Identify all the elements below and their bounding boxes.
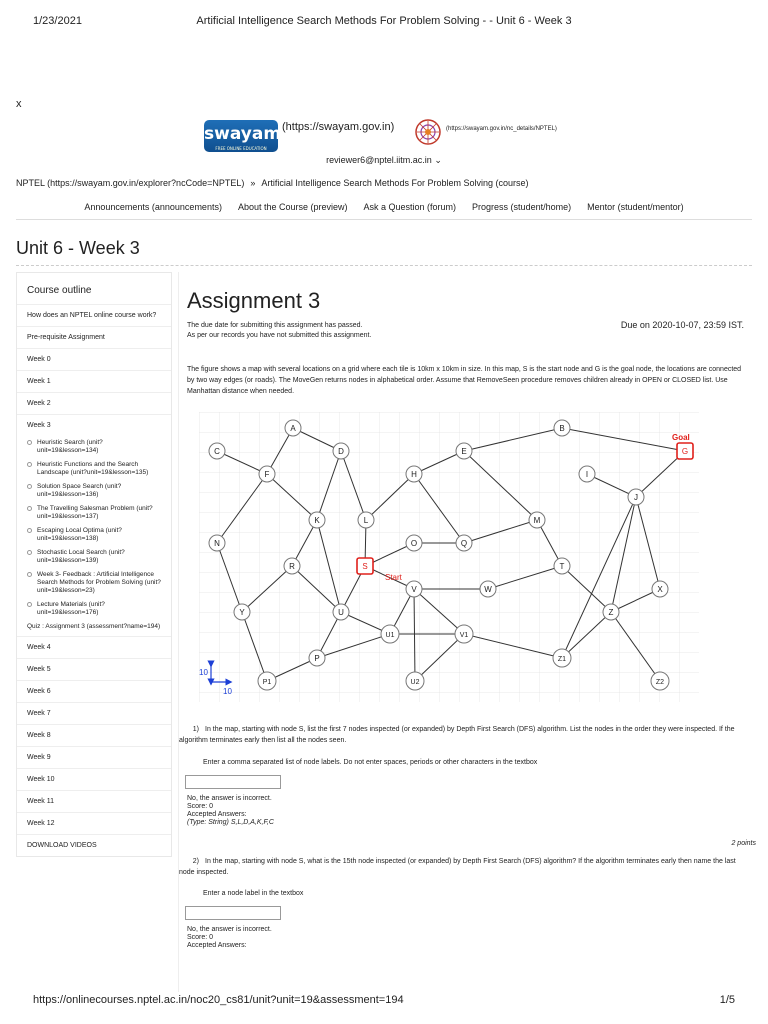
sidebar-item-week2[interactable]: Week 2 [17,393,171,415]
sidebar-subitem[interactable] [17,436,171,458]
map-node-label: B [559,424,565,433]
map-node-i [579,466,595,482]
map-node-j [628,489,644,505]
map-node-v [406,581,422,597]
map-node-f [259,466,275,482]
map-node-z1 [553,649,571,667]
map-node-label: G [681,447,689,456]
question-2-feedback [187,926,272,950]
course-outline-title: Course outline [17,273,171,305]
sidebar-subitem-label: Stochastic Local Search (unit?unit=19&lesson=139) [37,549,125,564]
map-node-label: C [214,447,220,456]
sidebar-item-how-it-works[interactable]: How does an NPTEL online course work? [17,305,171,327]
map-node-x [652,581,668,597]
sidebar-item-week7[interactable]: Week 7 [17,703,171,725]
map-node-u2 [406,672,424,690]
sidebar-subitem-label: The Travelling Salesman Problem (unit?unit=19&lesson=137) [37,505,153,520]
question-1-instruction: Enter a comma separated list of node labels. Do not enter spaces, periods or other characters in the textbox [203,759,538,766]
breadcrumb-separator: » [250,178,256,188]
assignment-description: The figure shows a map with several locations on a grid where each tile is 10km x 10km in size. In this map, S is the start node and G is the goal node, the locations are connected by two way edges (or roads). The MoveGen returns nodes in alphabetical order. Assume that RemoveSeen procedure removes children already in OPEN or CLOSED list. Use Manhattan distance when needed. [187,366,742,395]
start-label: Start [385,573,402,582]
due-passed-text: The due date for submitting this assignment has passed. [187,322,363,329]
bullet-icon [27,602,32,607]
sidebar-subitem[interactable] [17,502,171,524]
sidebar-subitem[interactable] [17,546,171,568]
result-text: No, the answer is incorrect. [187,926,272,933]
accepted-label: Accepted Answers: [187,942,247,949]
question-2 [179,856,753,878]
page-title: Unit 6 - Week 3 [16,238,140,258]
swayam-logo[interactable] [204,120,282,152]
map-node-label: J [634,493,638,502]
map-node-label: Z1 [557,656,567,663]
question-text: In the map, starting with node S, what is the 15th node inspected (or expanded) by Depth First Search (DFS) algorithm? If the algorithm terminates early then name the last node inspected. [179,858,736,876]
map-node-k [309,512,325,528]
map-node-label: H [411,470,417,479]
bullet-icon [27,440,32,445]
tab-progress[interactable]: Progress (student/home) [472,201,572,212]
tab-mentor[interactable]: Mentor (student/mentor) [587,201,684,212]
breadcrumb [16,178,529,188]
sidebar-item-download-videos[interactable]: DOWNLOAD VIDEOS [27,842,97,849]
print-doc-title: Artificial Intelligence Search Methods For Problem Solving - - Unit 6 - Week 3 [196,15,572,27]
grid-map-figure [199,412,699,702]
map-node-label: U2 [410,679,420,686]
question-2-instruction: Enter a node label in the textbox [203,890,304,897]
map-node-label: X [657,585,663,594]
sidebar-subitem-label: Escaping Local Optima (unit?unit=19&lesson=138) [37,527,122,542]
sidebar-item-week4[interactable]: Week 4 [17,637,171,659]
logo-row [0,118,768,158]
sidebar-subitem-label: Lecture Materials (unit?unit=19&lesson=176) [37,601,105,616]
tab-announcements[interactable]: Announcements (announcements) [84,201,222,212]
sidebar-subitem-active[interactable] [17,620,171,637]
question-1-feedback [187,795,274,827]
map-node-label: A [290,424,296,433]
map-node-z [603,604,619,620]
map-node-y [234,604,250,620]
map-node-z2 [651,672,669,690]
bullet-icon [27,528,32,533]
question-number: 1) [192,726,199,733]
map-node-label: V [411,585,417,594]
sidebar-item-week1[interactable]: Week 1 [17,371,171,393]
map-node-h [406,466,422,482]
map-node-label: W [484,585,492,594]
map-node-g [677,443,693,459]
answer-input-q1[interactable] [185,775,281,789]
map-node-q [456,535,472,551]
sidebar-subitem-label: Heuristic Functions and the Search Landscape (unit?unit=19&lesson=135) [37,461,149,476]
accepted-answer: (Type: String) S,L,D,A,K,F,C [187,819,274,826]
course-outline-sidebar [16,272,172,857]
due-date: Due on 2020-10-07, 23:59 IST. [620,320,744,330]
sidebar-item-week11[interactable]: Week 11 [17,791,171,813]
sidebar-item-week10[interactable]: Week 10 [17,769,171,791]
sidebar-subitem-label: Solution Space Search (unit?unit=19&lesson=136) [37,483,122,498]
map-node-e [456,443,472,459]
map-node-o [406,535,422,551]
assignment-title: Assignment 3 [187,288,321,313]
map-node-d [333,443,349,459]
close-mark[interactable]: x [16,98,22,110]
map-node-n [209,535,225,551]
print-page-number: 1/5 [719,994,735,1006]
map-node-label: Z2 [655,679,665,686]
map-node-label: V1 [459,632,469,639]
print-date: 1/23/2021 [33,15,82,27]
bullet-icon [27,550,32,555]
bullet-icon [27,506,32,511]
map-node-u1 [381,625,399,643]
map-node-label: T [559,562,565,571]
user-menu[interactable]: reviewer6@nptel.iitm.ac.in ⌄ [326,155,442,165]
map-node-label: O [410,539,418,548]
not-submitted-text: As per our records you have not submitted this assignment. [187,332,372,339]
nptel-logo-icon[interactable] [415,119,441,145]
map-node-label: P [314,654,320,663]
map-node-a [285,420,301,436]
map-node-t [554,558,570,574]
sidebar-item-week12[interactable]: Week 12 [17,813,171,835]
scale-horizontal-label: 10 [223,687,232,696]
sidebar-subitem[interactable] [17,568,171,598]
map-node-label: Z [608,608,614,617]
map-node-c [209,443,225,459]
goal-label: Goal [672,433,690,442]
sidebar-subitem[interactable] [17,524,171,546]
tab-ask-question[interactable]: Ask a Question (forum) [363,201,457,212]
due-message [187,321,371,341]
sidebar-subitem[interactable] [17,458,171,480]
map-node-r [284,558,300,574]
map-node-label: Y [239,608,245,617]
score-text: Score: 0 [187,934,214,941]
print-footer-url: https://onlinecourses.nptel.ac.in/noc20_cs81/unit?unit=19&assessment=194 [33,994,404,1006]
question-1 [179,724,753,746]
sidebar-subitem[interactable] [17,480,171,502]
map-node-b [554,420,570,436]
scale-vertical-label: 10 [199,668,208,677]
map-node-label: D [338,447,344,456]
breadcrumb-home[interactable]: NPTEL (https://swayam.gov.in/explorer?ncCode=NPTEL) [16,178,245,188]
map-node-v1 [455,625,473,643]
map-node-u [333,604,349,620]
score-text: Score: 0 [187,803,214,810]
question-number: 2) [192,858,199,865]
accepted-label: Accepted Answers: [187,811,247,818]
title-divider [16,265,752,266]
map-node-m [529,512,545,528]
sidebar-subitem[interactable] [17,598,171,620]
swayam-link[interactable]: (https://swayam.gov.in) [282,121,395,133]
map-node-label: F [264,470,270,479]
sidebar-subitem-label: Quiz : Assignment 3 (assessment?name=194) [27,623,161,630]
map-node-p [309,650,325,666]
bullet-icon [27,462,32,467]
swayam-logo-text: swayam [204,124,282,144]
map-node-p1 [258,672,276,690]
map-node-label: L [363,516,369,525]
sidebar-item-week9[interactable]: Week 9 [17,747,171,769]
question-text: In the map, starting with node S, list the first 7 nodes inspected (or expanded) by Depth First Search (DFS) algorithm. List the nodes in the order they were inspected. If the algorithm terminates early then list all the nodes seen. [179,726,735,744]
map-node-label: U1 [385,632,395,639]
assignment-panel [178,272,756,992]
sidebar-item-week0[interactable]: Week 0 [17,349,171,371]
sidebar-item-week6[interactable]: Week 6 [17,681,171,703]
map-node-label: P1 [262,679,272,686]
points-badge: 2 points [731,840,756,847]
bullet-icon [27,484,32,489]
result-text: No, the answer is incorrect. [187,795,272,802]
map-node-label: R [289,562,295,571]
map-node-label: S [362,562,368,571]
swayam-tagline: FREE ONLINE EDUCATION [215,146,267,151]
map-node-label: I [585,470,589,479]
map-node-label: E [461,447,467,456]
map-node-label: K [314,516,320,525]
course-nav [16,194,752,220]
map-node-w [480,581,496,597]
map-node-s [357,558,373,574]
map-node-label: M [533,516,541,525]
breadcrumb-course[interactable]: Artificial Intelligence Search Methods For Problem Solving (course) [261,178,529,188]
answer-input-q2[interactable] [185,906,281,920]
sidebar-item-prerequisite[interactable]: Pre-requisite Assignment [17,327,171,349]
map-node-label: U [338,608,344,617]
sidebar-item-week3[interactable]: Week 3 [27,422,51,429]
sidebar-subitem-label: Heuristic Search (unit?unit=19&lesson=134) [37,439,103,454]
sidebar-item-week5[interactable]: Week 5 [17,659,171,681]
map-node-l [358,512,374,528]
bullet-icon [27,572,32,577]
map-node-label: N [214,539,220,548]
nptel-link[interactable]: (https://swayam.gov.in/nc_details/NPTEL) [446,126,557,132]
map-grid [199,412,699,702]
sidebar-item-week8[interactable]: Week 8 [17,725,171,747]
sidebar-subitem-label: Week 3- Feedback : Artificial Intelligence Search Methods for Problem Solving (unit?unit=19&lesson=23) [37,571,161,594]
map-node-label: Q [460,539,468,548]
tab-about-course[interactable]: About the Course (preview) [237,201,348,212]
